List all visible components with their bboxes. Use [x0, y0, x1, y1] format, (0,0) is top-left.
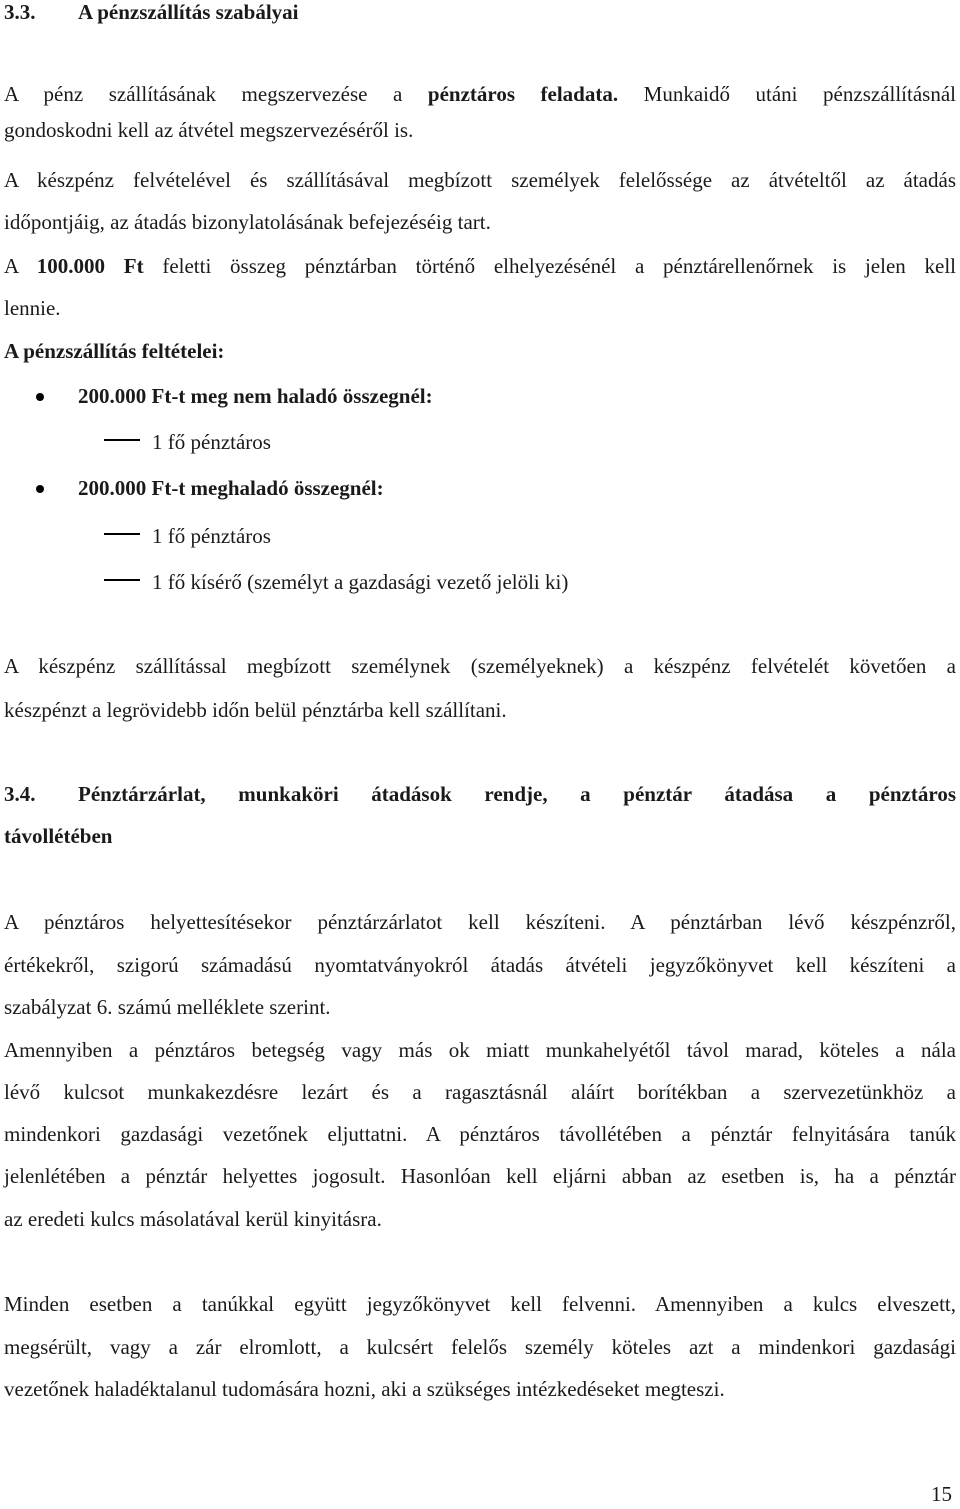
- paragraph-line: gondoskodni kell az átvétel megszervezéséről is.: [4, 118, 414, 142]
- bullet-icon: [36, 393, 44, 401]
- section-number: 3.3.: [4, 0, 36, 24]
- section-heading-3-4: [4, 780, 956, 808]
- paragraph-line: értékekről, szigorú számadású nyomtatványokról átadás átvételi jegyzőkönyvet kell készíteni a: [4, 953, 956, 977]
- paragraph-line: A pénztáros helyettesítésekor pénztárzárlatot kell készíteni. A pénztárban lévő készpénzről,: [4, 910, 956, 934]
- page-number: 15: [931, 1482, 952, 1506]
- text: Munkaidő utáni pénzszállításnál: [643, 82, 956, 106]
- dash-icon: [104, 533, 140, 535]
- section-title: Pénztárzárlat, munkaköri átadások rendje, a pénztár átadása a pénztáros: [78, 782, 956, 806]
- paragraph-line: [4, 80, 956, 108]
- paragraph-line: lennie.: [4, 296, 61, 320]
- paragraph-line: [4, 252, 956, 280]
- section-heading-3-3: [4, 0, 956, 26]
- paragraph-line: megsérült, vagy a zár elromlott, a kulcsért felelős személy köteles azt a mindenkori gazdasági: [4, 1335, 956, 1359]
- condition-sub-item: 1 fő pénztáros: [152, 524, 271, 548]
- text: feletti összeg pénztárban történő elhelyezésénél a pénztárellenőrnek is jelen kell: [162, 254, 957, 278]
- paragraph-line: Minden esetben a tanúkkal együtt jegyzőkönyvet kell felvenni. Amennyiben a kulcs elveszett,: [4, 1292, 956, 1316]
- paragraph-line: vezetőnek haladéktalanul tudomására hozni, aki a szükséges intézkedéseket megteszi.: [4, 1377, 725, 1401]
- text: A pénz szállításának megszervezése a: [4, 82, 403, 106]
- paragraph-line: időpontjáig, az átadás bizonylatolásának befejezéséig tart.: [4, 210, 491, 234]
- condition-item-1: 200.000 Ft-t meg nem haladó összegnél:: [78, 384, 433, 408]
- section-number: 3.4.: [4, 782, 36, 806]
- paragraph-line: A készpénz felvételével és szállításával megbízott személyek felelőssége az átvételtől az átadás: [4, 168, 956, 192]
- bullet-icon: [36, 485, 44, 493]
- section-title: A pénzszállítás szabályai: [78, 0, 299, 24]
- paragraph-line: az eredeti kulcs másolatával kerül kinyitásra.: [4, 1207, 382, 1231]
- text: A: [4, 254, 19, 278]
- dash-icon: [104, 439, 140, 441]
- bold-text: pénztáros feladata.: [427, 82, 619, 106]
- bold-text: 100.000 Ft: [36, 254, 144, 278]
- paragraph-line: készpénzt a legrövidebb időn belül pénztárba kell szállítani.: [4, 698, 507, 722]
- condition-sub-item: 1 fő pénztáros: [152, 430, 271, 454]
- paragraph-line: A készpénz szállítással megbízott személynek (személyeknek) a készpénz felvételét követően a: [4, 654, 956, 678]
- section-title-continued: távollétében: [4, 824, 113, 848]
- conditions-heading: A pénzszállítás feltételei:: [4, 339, 225, 363]
- condition-sub-item: 1 fő kísérő (személyt a gazdasági vezető jelöli ki): [152, 570, 569, 594]
- paragraph-line: lévő kulcsot munkakezdésre lezárt és a ragasztásnál aláírt borítékban a szervezetünkhöz a: [4, 1080, 956, 1104]
- condition-item-2: 200.000 Ft-t meghaladó összegnél:: [78, 476, 384, 500]
- paragraph-line: szabályzat 6. számú melléklete szerint.: [4, 995, 331, 1019]
- paragraph-line: jelenlétében a pénztár helyettes jogosult. Hasonlóan kell eljárni abban az esetben is, ha a pénztár: [4, 1164, 956, 1188]
- paragraph-line: Amennyiben a pénztáros betegség vagy más ok miatt munkahelyétől távol marad, köteles a nála: [4, 1038, 956, 1062]
- dash-icon: [104, 579, 140, 581]
- paragraph-line: mindenkori gazdasági vezetőnek eljuttatni. A pénztáros távollétében a pénztár felnyitására tanúk: [4, 1122, 956, 1146]
